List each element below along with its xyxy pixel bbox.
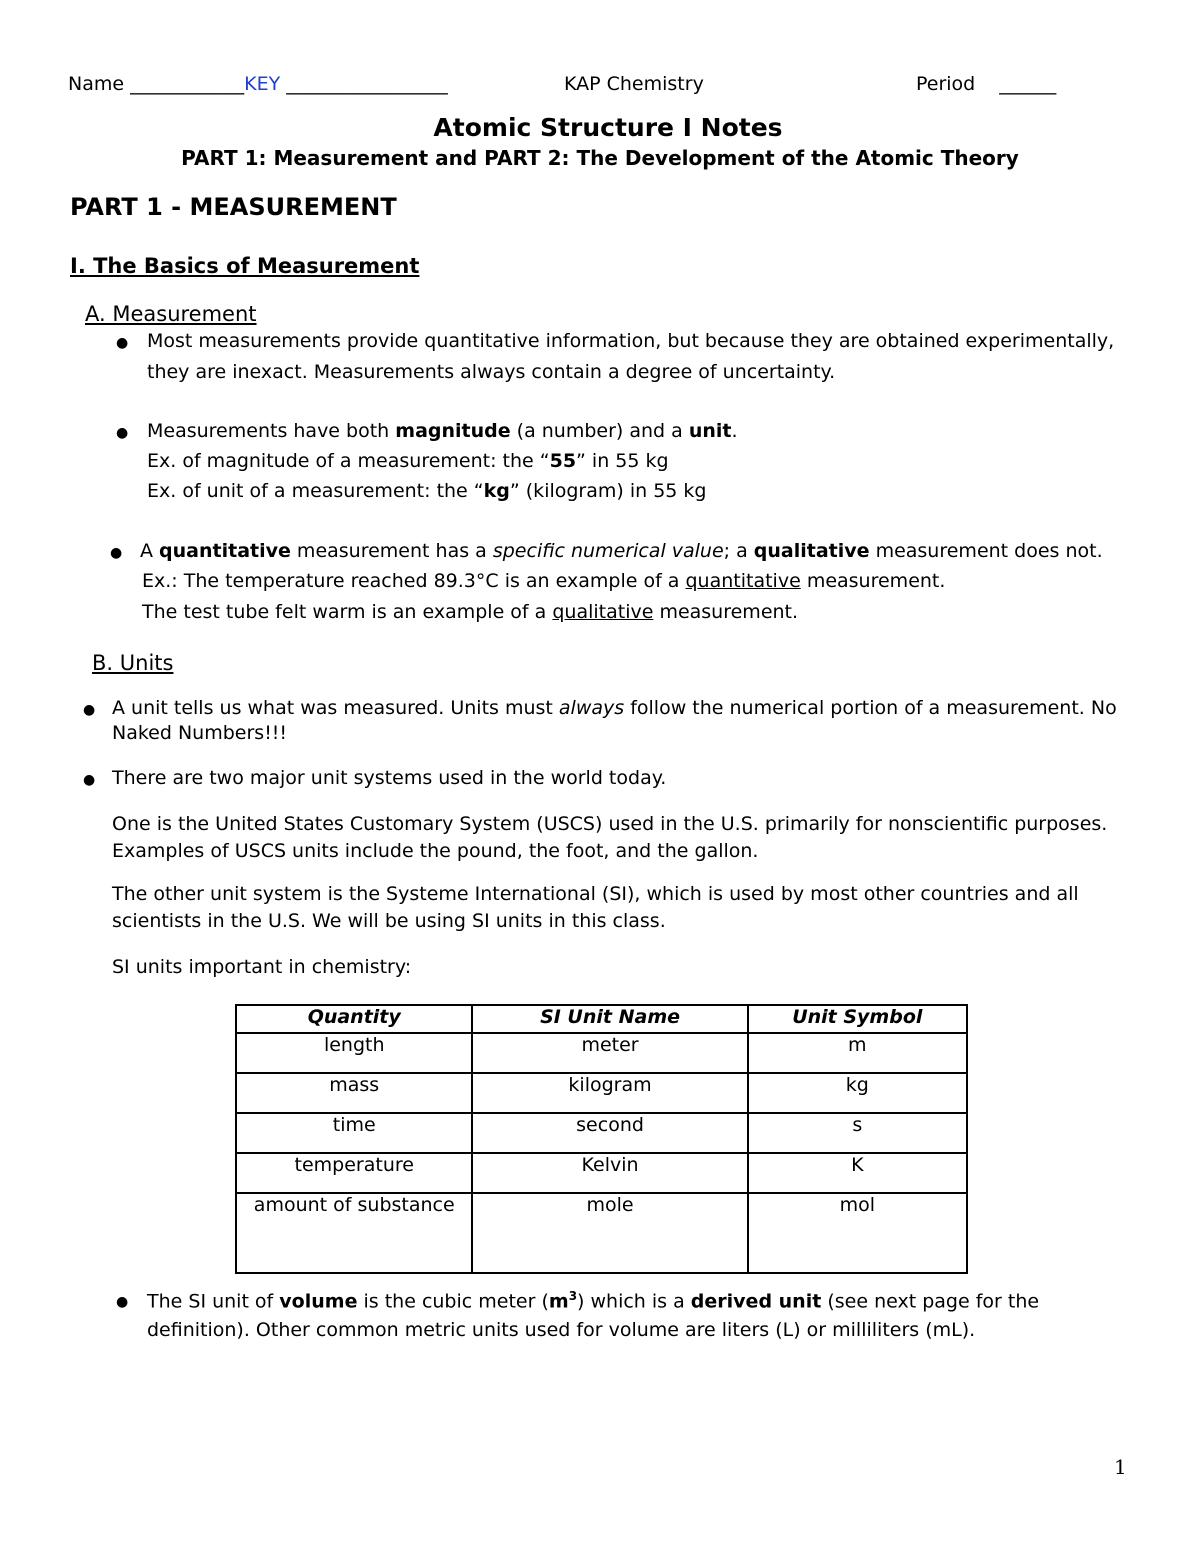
table-cell: Kelvin bbox=[472, 1153, 747, 1193]
text-run: qualitative bbox=[753, 540, 870, 562]
course-label: KAP Chemistry bbox=[564, 73, 704, 95]
text-run: Measurements have both bbox=[147, 420, 396, 442]
period-label: Period bbox=[916, 73, 976, 95]
period-blank: ______ bbox=[999, 73, 1057, 95]
sectionA-bullet1-line1: Most measurements provide quantitative information, but because they are obtained experimentally, bbox=[147, 330, 1115, 352]
bullet-icon: ● bbox=[110, 545, 123, 561]
text-run: ” in 55 kg bbox=[576, 450, 669, 472]
quantitative-example bbox=[142, 570, 945, 592]
text-run: measurement has a bbox=[290, 540, 493, 562]
part1-heading: PART 1 - MEASUREMENT bbox=[70, 193, 397, 221]
sectionB-bullet1-line2: Naked Numbers!!! bbox=[112, 722, 288, 744]
text-run: volume bbox=[279, 1290, 358, 1313]
table-cell: time bbox=[236, 1113, 472, 1153]
table-header-cell: SI Unit Name bbox=[472, 1005, 747, 1033]
name-blank-before: ____________ bbox=[130, 73, 245, 95]
text-run: ) which is a bbox=[577, 1290, 691, 1313]
text-run: qualitative bbox=[552, 601, 654, 623]
table-cell: s bbox=[748, 1113, 967, 1153]
section1-heading: I. The Basics of Measurement bbox=[70, 254, 420, 278]
text-run: quantitative bbox=[685, 570, 801, 592]
table-cell: mass bbox=[236, 1073, 472, 1113]
table-cell: m bbox=[748, 1033, 967, 1073]
text-run: The test tube felt warm is an example of a bbox=[142, 601, 553, 623]
name-label: Name bbox=[68, 73, 125, 95]
table-cell: temperature bbox=[236, 1153, 472, 1193]
table-cell: kilogram bbox=[472, 1073, 747, 1113]
table-row bbox=[236, 1113, 967, 1153]
text-run: m bbox=[548, 1290, 569, 1313]
page-subtitle: PART 1: Measurement and PART 2: The Development of the Atomic Theory bbox=[181, 146, 1019, 170]
sectionA-heading: A. Measurement bbox=[85, 302, 257, 326]
table-cell: amount of substance bbox=[236, 1193, 472, 1273]
page-number: 1 bbox=[1114, 1455, 1127, 1479]
qualitative-example bbox=[142, 601, 798, 623]
text-run: measurement. bbox=[653, 601, 799, 623]
text-run: is the cubic meter ( bbox=[357, 1290, 549, 1313]
text-run: A unit tells us what was measured. Units must bbox=[112, 697, 559, 719]
period-line bbox=[916, 73, 1056, 95]
sectionB-heading: B. Units bbox=[92, 651, 174, 675]
si-intro: SI units important in chemistry: bbox=[112, 956, 412, 978]
text-run: 55 bbox=[549, 450, 577, 472]
bullet-icon: ● bbox=[116, 425, 129, 441]
uscs-line2: Examples of USCS units include the pound, the foot, and the gallon. bbox=[112, 840, 759, 862]
text-run: The SI unit of bbox=[147, 1290, 280, 1313]
text-run: 3 bbox=[568, 1289, 578, 1303]
table-cell: meter bbox=[472, 1033, 747, 1073]
table-row bbox=[236, 1193, 967, 1273]
text-run: . bbox=[731, 420, 738, 442]
sectionA-bullet3 bbox=[140, 540, 1103, 562]
text-run: quantitative bbox=[159, 540, 291, 562]
header-name-line bbox=[68, 73, 448, 95]
text-run: ” (kilogram) in 55 kg bbox=[509, 480, 707, 502]
table-cell: mole bbox=[472, 1193, 747, 1273]
table-cell: length bbox=[236, 1033, 472, 1073]
text-run: derived unit bbox=[690, 1290, 822, 1313]
bullet-icon: ● bbox=[83, 772, 96, 788]
page-title: Atomic Structure I Notes bbox=[433, 113, 783, 142]
magnitude-example bbox=[147, 450, 669, 472]
table-header-cell: Unit Symbol bbox=[748, 1005, 967, 1033]
si-units-table bbox=[235, 1004, 968, 1274]
sectionB-bullet2: There are two major unit systems used in the world today. bbox=[112, 767, 667, 789]
table-row bbox=[236, 1153, 967, 1193]
table-cell: second bbox=[472, 1113, 747, 1153]
uscs-line1: One is the United States Customary System (USCS) used in the U.S. primarily for nonscientific purposes. bbox=[112, 813, 1108, 835]
text-run: kg bbox=[483, 480, 510, 502]
text-run: A bbox=[140, 540, 160, 562]
table-row bbox=[236, 1033, 967, 1073]
text-run: Ex. of magnitude of a measurement: the “ bbox=[147, 450, 550, 472]
text-run: specific numerical value bbox=[492, 540, 724, 562]
unit-term: unit bbox=[688, 420, 732, 442]
text-run: always bbox=[558, 697, 625, 719]
text-run: (a number) and a bbox=[510, 420, 689, 442]
table-header-row bbox=[236, 1005, 967, 1033]
bullet-icon: ● bbox=[116, 335, 129, 351]
text-run: measurement does not. bbox=[869, 540, 1103, 562]
name-blank-after: _________________ bbox=[286, 73, 448, 95]
text-run: measurement. bbox=[800, 570, 946, 592]
text-run: (see next page for the bbox=[821, 1290, 1040, 1313]
text-run: ; a bbox=[723, 540, 754, 562]
sectionB-bullet1-line1 bbox=[112, 697, 1117, 719]
text-run: Ex.: The temperature reached 89.3°C is an example of a bbox=[142, 570, 686, 592]
magnitude-term: magnitude bbox=[395, 420, 511, 442]
volume-line1 bbox=[147, 1289, 1039, 1312]
si-line1: The other unit system is the Systeme International (SI), which is used by most other countries and all bbox=[112, 883, 1079, 905]
si-line2: scientists in the U.S. We will be using SI units in this class. bbox=[112, 910, 666, 932]
bullet-icon: ● bbox=[116, 1294, 129, 1310]
key-text: KEY bbox=[244, 73, 281, 95]
sectionA-bullet1-line2: they are inexact. Measurements always contain a degree of uncertainty. bbox=[147, 361, 836, 383]
bullet-icon: ● bbox=[83, 702, 96, 718]
text-run: Ex. of unit of a measurement: the “ bbox=[147, 480, 484, 502]
table-cell: kg bbox=[748, 1073, 967, 1113]
table-cell: mol bbox=[748, 1193, 967, 1273]
volume-line2: definition). Other common metric units used for volume are liters (L) or milliliters (mL). bbox=[147, 1319, 976, 1341]
table-header-cell: Quantity bbox=[236, 1005, 472, 1033]
text-run: follow the numerical portion of a measurement. No bbox=[624, 697, 1117, 719]
table-cell: K bbox=[748, 1153, 967, 1193]
sectionA-bullet2 bbox=[147, 420, 738, 442]
table-row bbox=[236, 1073, 967, 1113]
unit-example bbox=[147, 480, 707, 502]
